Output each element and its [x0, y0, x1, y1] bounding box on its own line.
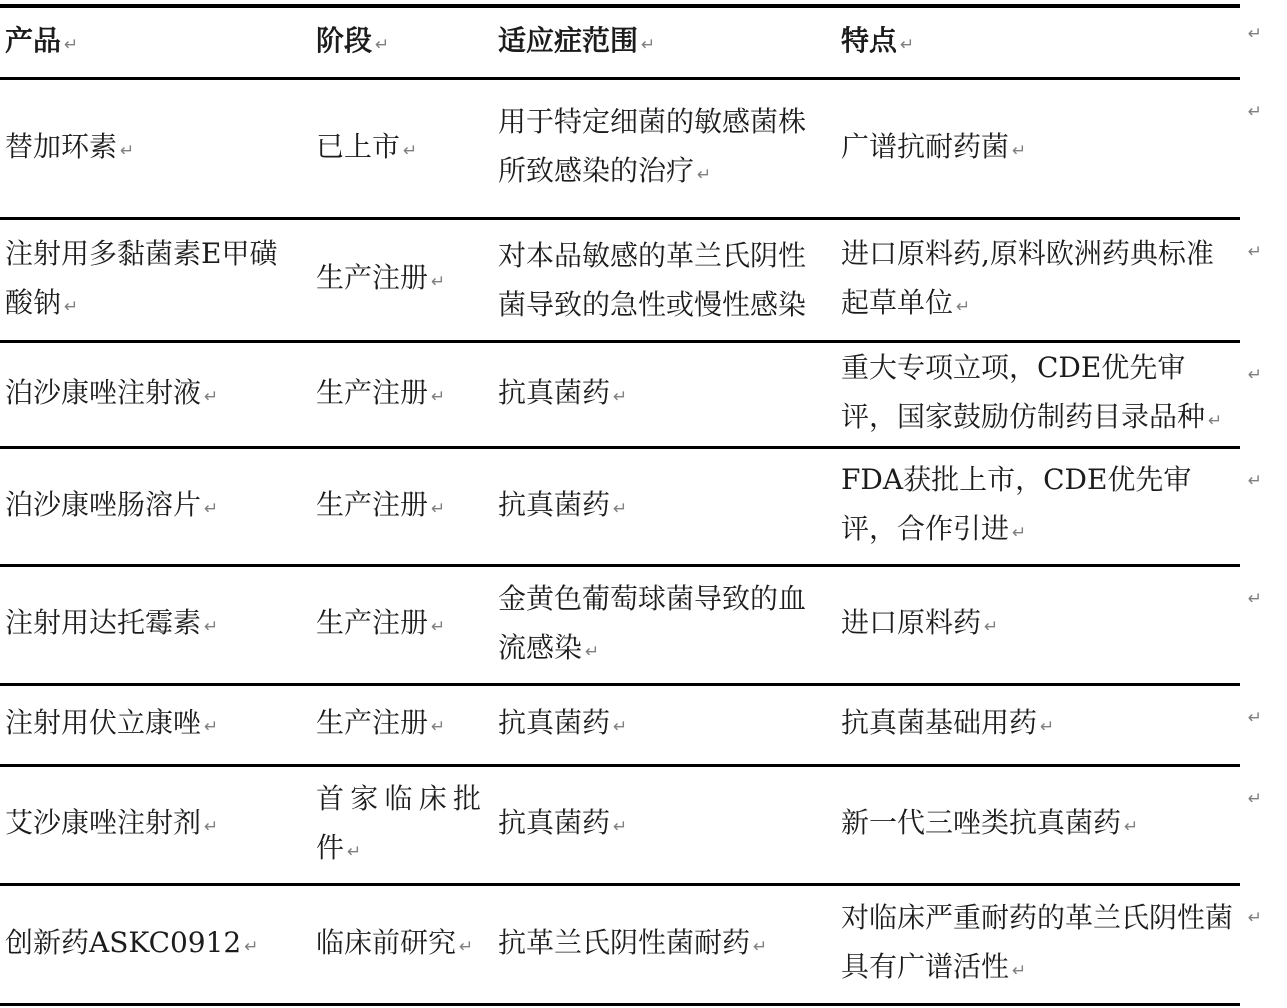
- paragraph-mark-icon: ↵: [1012, 523, 1027, 543]
- paragraph-mark-icon: ↵: [753, 936, 768, 957]
- paragraph-mark-icon: ↵: [585, 641, 600, 662]
- cell-text: 注射用达托霉素: [5, 606, 202, 639]
- cell-text: 新一代三唑类抗真菌药: [841, 806, 1122, 839]
- row-end-mark-icon: ↵: [1247, 102, 1262, 122]
- cell-stage: [312, 774, 494, 877]
- paragraph-mark-icon: ↵: [900, 34, 915, 55]
- cell-product: [0, 480, 312, 534]
- cell-text: 抗真菌药: [498, 375, 611, 409]
- cell-text: 对临床严重耐药的革兰氏阴性菌具有广谱活性: [841, 901, 1234, 983]
- paragraph-mark-icon: ↵: [204, 817, 219, 837]
- paragraph-mark-icon: ↵: [431, 617, 446, 637]
- table-row: [0, 567, 1262, 686]
- cell-features: [835, 893, 1240, 996]
- row-end-mark-icon: ↵: [1247, 908, 1262, 928]
- row-end-mark-icon: ↵: [1247, 471, 1262, 491]
- header-features: [835, 16, 1240, 70]
- paragraph-mark-icon: ↵: [403, 140, 418, 161]
- table-header-row: [0, 8, 1262, 80]
- cell-indication: [494, 368, 835, 422]
- cell-product: [0, 122, 312, 176]
- table-row: [0, 449, 1262, 567]
- paragraph-mark-icon: ↵: [613, 717, 628, 737]
- paragraph-mark-icon: ↵: [64, 296, 79, 317]
- cell-text: 抗真菌基础用药: [841, 706, 1038, 739]
- cell-stage: [312, 253, 494, 307]
- row-end-mark-icon: ↵: [1247, 365, 1262, 385]
- paragraph-mark-icon: ↵: [1124, 817, 1139, 837]
- paragraph-mark-icon: ↵: [375, 34, 390, 55]
- cell-text: 已上市: [316, 129, 401, 163]
- paragraph-mark-icon: ↵: [431, 386, 446, 407]
- header-text: 产品: [5, 23, 62, 57]
- header-indication: [494, 16, 835, 70]
- paragraph-mark-icon: ↵: [1208, 411, 1223, 431]
- cell-product: [0, 798, 312, 852]
- paragraph-mark-icon: ↵: [697, 165, 712, 185]
- paragraph-mark-icon: ↵: [204, 386, 219, 407]
- paragraph-mark-icon: ↵: [204, 617, 219, 637]
- table-row: [0, 80, 1262, 220]
- cell-text: 临床前研究: [316, 925, 457, 959]
- cell-features: [835, 343, 1240, 446]
- cell-text: 生产注册: [316, 487, 429, 521]
- cell-stage: [312, 480, 494, 534]
- cell-indication: [494, 698, 835, 752]
- cell-text: 注射用多黏菌素E甲磺酸钠: [5, 236, 278, 319]
- cell-text: 对本品敏感的革兰氏阴性菌导致的急性或慢性感染: [498, 239, 807, 321]
- paragraph-mark-icon: ↵: [431, 272, 446, 292]
- cell-text: 注射用伏立康唑: [5, 706, 202, 739]
- cell-indication: [494, 574, 835, 677]
- cell-text: 重大专项立项，CDE优先审评，国家鼓励仿制药目录品种: [841, 351, 1206, 433]
- row-end-mark-icon: ↵: [1247, 708, 1262, 728]
- cell-features: [835, 698, 1240, 752]
- cell-text: 泊沙康唑注射液: [5, 375, 202, 409]
- cell-text: 用于特定细菌的敏感菌株所致感染的治疗: [498, 105, 807, 187]
- cell-product: [0, 598, 312, 652]
- header-text: 特点: [841, 23, 898, 57]
- cell-text: 艾沙康唑注射剂: [5, 806, 202, 839]
- cell-stage: [312, 698, 494, 752]
- row-end-mark-icon: ↵: [1247, 242, 1262, 262]
- cell-text: 进口原料药,原料欧洲药典标准起草单位: [841, 236, 1214, 319]
- paragraph-mark-icon: ↵: [431, 498, 446, 519]
- paragraph-mark-icon: ↵: [1012, 140, 1027, 161]
- paragraph-mark-icon: ↵: [641, 34, 656, 55]
- paragraph-mark-icon: ↵: [204, 498, 219, 519]
- paragraph-mark-icon: ↵: [956, 296, 971, 317]
- paragraph-mark-icon: ↵: [1040, 717, 1055, 737]
- cell-text: 抗革兰氏阴性菌耐药: [498, 925, 751, 959]
- cell-stage: [312, 598, 494, 652]
- cell-stage: [312, 918, 494, 972]
- cell-features: [835, 122, 1240, 176]
- cell-features: [835, 455, 1240, 558]
- paragraph-mark-icon: ↵: [1012, 961, 1027, 981]
- cell-text: 抗真菌药: [498, 706, 611, 739]
- cell-text: 生产注册: [316, 706, 429, 739]
- header-product: [0, 16, 312, 70]
- paragraph-mark-icon: ↵: [347, 841, 362, 862]
- paragraph-mark-icon: ↵: [984, 617, 999, 637]
- paragraph-mark-icon: ↵: [431, 717, 446, 737]
- cell-text: 生产注册: [316, 606, 429, 639]
- paragraph-mark-icon: ↵: [64, 34, 79, 55]
- cell-text: 抗真菌药: [498, 806, 611, 839]
- cell-product: [0, 698, 312, 752]
- row-end-mark-icon: ↵: [1247, 24, 1262, 44]
- paragraph-mark-icon: ↵: [613, 386, 628, 407]
- cell-indication: [494, 97, 835, 200]
- cell-stage: [312, 368, 494, 422]
- header-stage: [312, 16, 494, 70]
- cell-product: [0, 368, 312, 422]
- cell-indication: [494, 231, 835, 329]
- cell-text: 生产注册: [316, 375, 429, 409]
- header-text: 阶段: [316, 23, 373, 57]
- cell-product: [0, 918, 312, 972]
- cell-text: FDA获批上市，CDE优先审评，合作引进: [841, 463, 1192, 545]
- table-row: [0, 220, 1262, 343]
- cell-features: [835, 598, 1240, 652]
- cell-text: 金黄色葡萄球菌导致的血流感染: [498, 581, 807, 664]
- product-pipeline-table: [0, 4, 1262, 1006]
- cell-indication: [494, 798, 835, 852]
- paragraph-mark-icon: ↵: [244, 936, 259, 957]
- cell-text: 泊沙康唑肠溶片: [5, 487, 202, 521]
- cell-text: 进口原料药: [841, 606, 982, 639]
- paragraph-mark-icon: ↵: [459, 936, 474, 957]
- table-row: [0, 767, 1262, 886]
- cell-indication: [494, 480, 835, 534]
- paragraph-mark-icon: ↵: [204, 717, 219, 737]
- paragraph-mark-icon: ↵: [120, 140, 135, 161]
- header-text: 适应症范围: [498, 23, 639, 57]
- cell-stage: [312, 122, 494, 176]
- cell-features: [835, 229, 1240, 332]
- cell-features: [835, 798, 1240, 852]
- cell-text: 抗真菌药: [498, 487, 611, 521]
- cell-product: [0, 229, 312, 332]
- table-row: [0, 343, 1262, 449]
- table-row: [0, 686, 1262, 767]
- cell-text: 首家临床批件: [316, 781, 481, 864]
- cell-text: 创新药ASKC0912: [5, 925, 242, 959]
- table-row: [0, 886, 1262, 1006]
- cell-text: 生产注册: [316, 261, 429, 294]
- row-end-mark-icon: ↵: [1247, 789, 1262, 809]
- cell-text: 广谱抗耐药菌: [841, 129, 1010, 163]
- cell-indication: [494, 918, 835, 972]
- cell-text: 替加环素: [5, 129, 118, 163]
- paragraph-mark-icon: ↵: [613, 817, 628, 837]
- paragraph-mark-icon: ↵: [613, 498, 628, 519]
- row-end-mark-icon: ↵: [1247, 589, 1262, 609]
